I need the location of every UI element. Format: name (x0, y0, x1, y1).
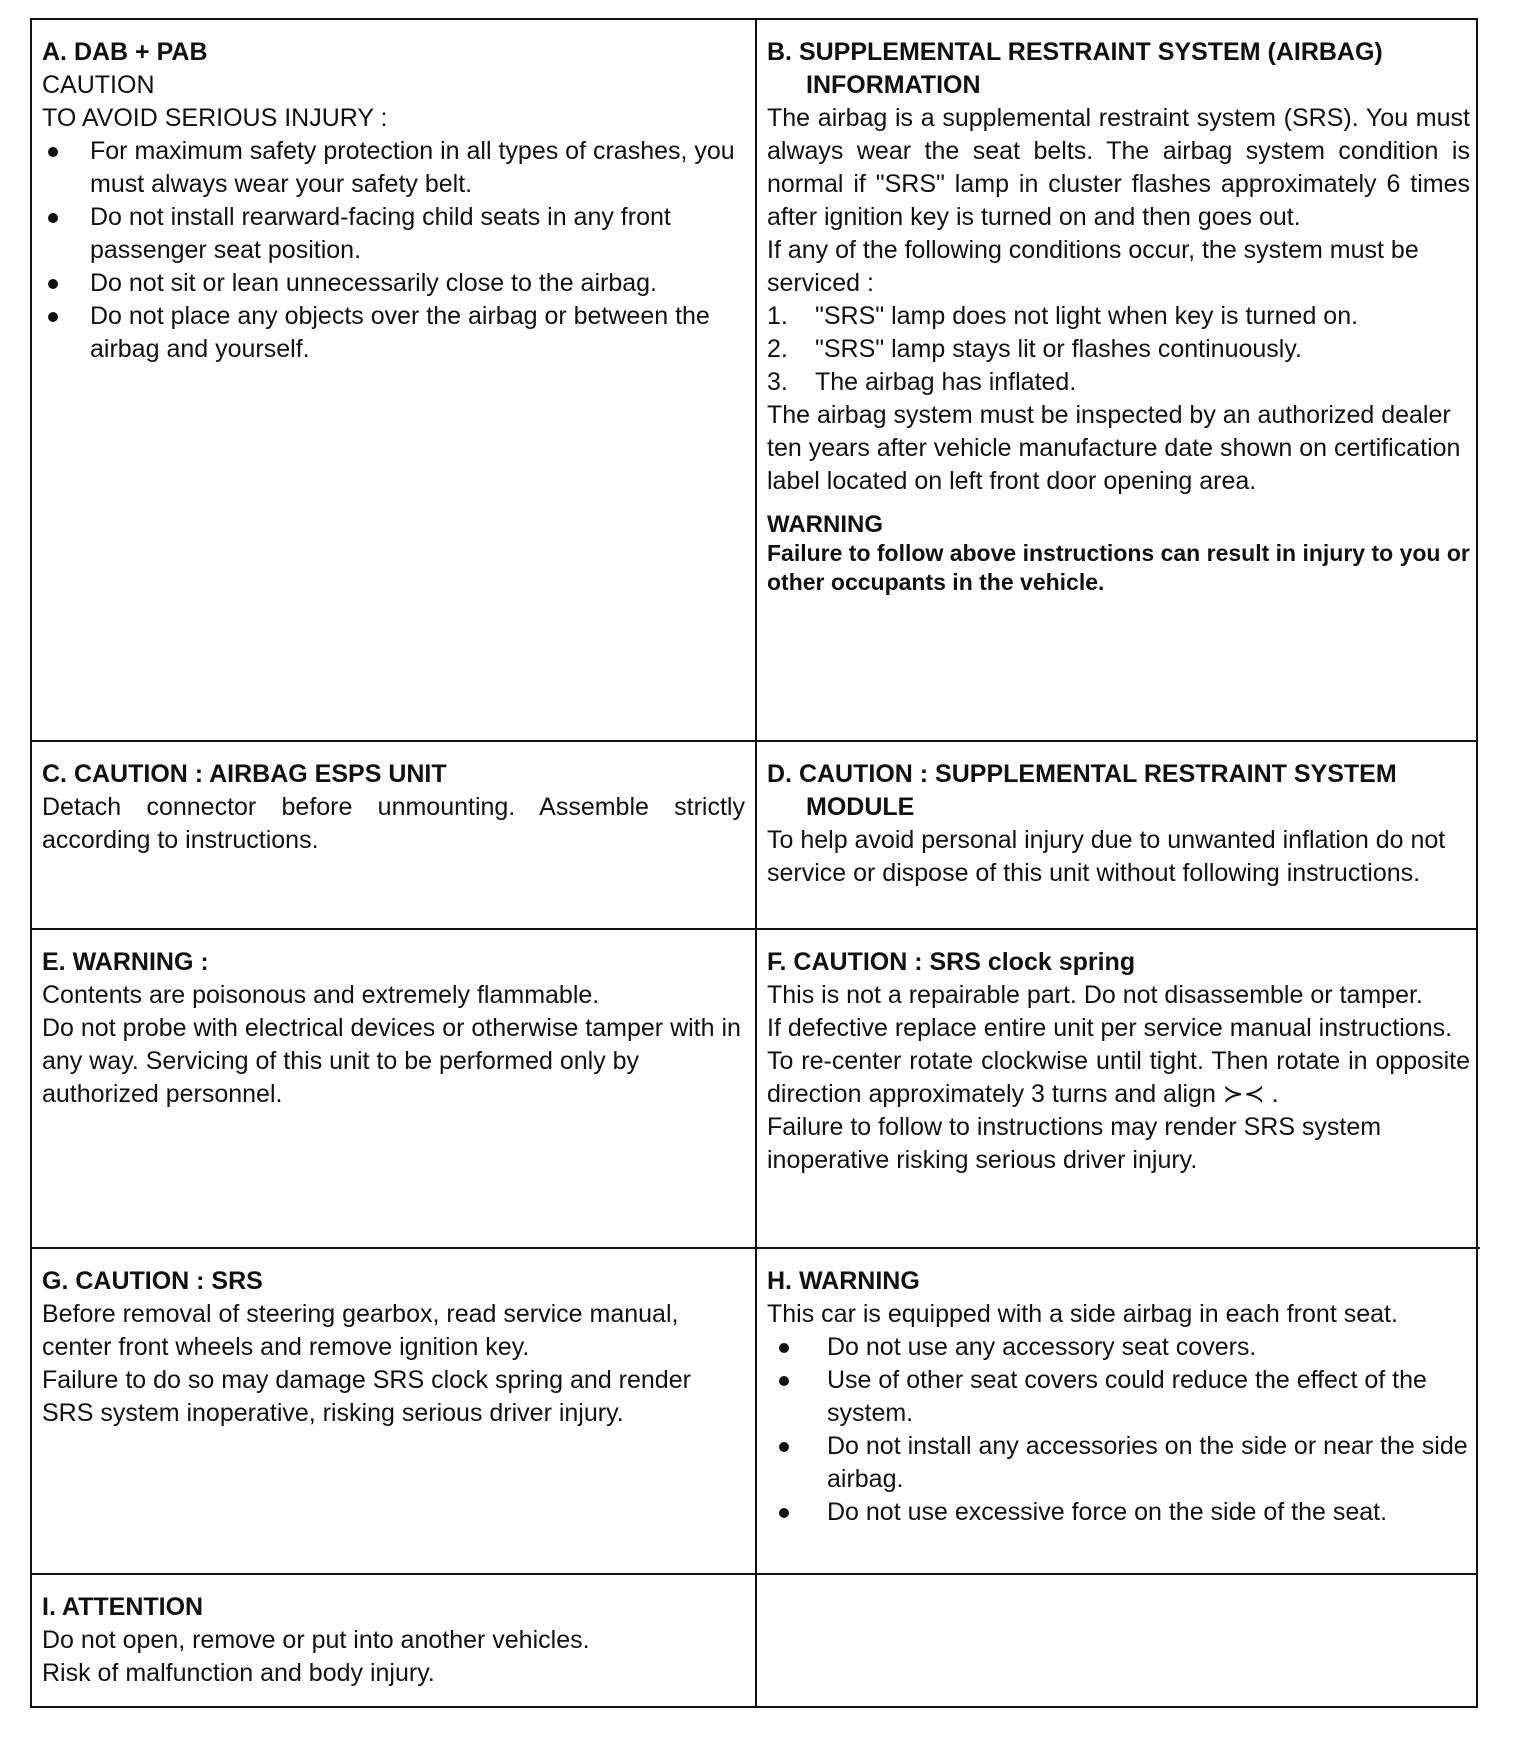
section-c-text: Detach connector before unmounting. Assemble strictly according to instructions. (42, 793, 745, 854)
section-g-paragraph: Failure to do so may damage SRS clock spring and render SRS system inoperative, risking serious driver injury. (42, 1366, 691, 1427)
section-b-paragraph: If any of the following conditions occur, the system must be serviced : (767, 236, 1419, 297)
list-item: For maximum safety protection in all types of crashes, you must always wear your safety belt. (42, 135, 745, 201)
bullet-icon (779, 1442, 789, 1452)
section-a-subheading: TO AVOID SERIOUS INJURY : (42, 104, 388, 132)
section-d-text: To help avoid personal injury due to unwanted inflation do not service or dispose of this unit without following instructions. (767, 826, 1446, 887)
section-d (757, 742, 1480, 928)
section-b-title: B. SUPPLEMENTAL RESTRAINT SYSTEM (AIRBAG) INFORMATION (767, 38, 1383, 99)
section-h-bullets (767, 1331, 1470, 1529)
warning-title: WARNING (767, 511, 883, 538)
section-b-conditions (767, 300, 1470, 399)
warning-text: Failure to follow above instructions can result in injury to you or other occupants in the vehicle. (767, 540, 1470, 595)
section-i-title: I. ATTENTION (42, 1593, 204, 1621)
section-f-paragraph: Failure to follow to instructions may render SRS system inoperative risking serious driver injury. (767, 1113, 1382, 1174)
section-g-paragraph: Before removal of steering gearbox, read service manual, center front wheels and remove ignition key. (42, 1300, 679, 1361)
section-a-bullets (42, 135, 745, 366)
bullet-icon (48, 312, 58, 322)
section-h (757, 1249, 1480, 1573)
bullet-icon (779, 1343, 789, 1353)
list-item: 2. "SRS" lamp stays lit or flashes continuously. (767, 335, 1302, 363)
section-e-paragraph: Contents are poisonous and extremely flammable. (42, 981, 600, 1009)
section-g (32, 1249, 755, 1573)
section-d-title: D. CAUTION : SUPPLEMENTAL RESTRAINT SYSTEM MODULE (767, 760, 1397, 821)
section-e-title: E. WARNING : (42, 948, 209, 976)
bullet-icon (779, 1508, 789, 1518)
section-f-title: F. CAUTION : SRS clock spring (767, 948, 1136, 976)
bullet-icon (48, 147, 58, 157)
section-a-title: A. DAB + PAB (42, 38, 208, 66)
section-h-title: H. WARNING (767, 1267, 920, 1295)
section-a (32, 20, 755, 740)
section-b-paragraph: The airbag is a supplemental restraint system (SRS). You must always wear the seat belts. The airbag system condition is normal if "SRS" lamp in cluster flashes approximately 6 times after ignition key is turned on and then goes out. (767, 104, 1470, 231)
list-item: Do not sit or lean unnecessarily close to the airbag. (42, 267, 745, 300)
section-i-line: Do not open, remove or put into another vehicles. (42, 1626, 590, 1654)
list-item: Use of other seat covers could reduce the effect of the system. (767, 1364, 1470, 1430)
section-c-title: C. CAUTION : AIRBAG ESPS UNIT (42, 760, 447, 788)
bullet-icon (779, 1376, 789, 1386)
section-e-paragraph: Do not probe with electrical devices or otherwise tamper with in any way. Servicing of this unit to be performed only by authorized personnel. (42, 1014, 741, 1108)
empty-cell (757, 1575, 1480, 1708)
section-b-warning (767, 510, 1470, 597)
list-item: Do not install any accessories on the side or near the side airbag. (767, 1430, 1470, 1496)
section-b (757, 20, 1480, 740)
section-c (32, 742, 755, 928)
section-g-title: G. CAUTION : SRS (42, 1267, 263, 1295)
section-f-paragraph: This is not a repairable part. Do not disassemble or tamper. (767, 981, 1423, 1009)
section-i (32, 1575, 755, 1708)
bullet-icon (48, 279, 58, 289)
section-f-paragraph: If defective replace entire unit per service manual instructions. (767, 1014, 1453, 1042)
list-item: 1. "SRS" lamp does not light when key is turned on. (767, 302, 1359, 330)
section-f (757, 930, 1480, 1247)
section-b-paragraph: The airbag system must be inspected by an authorized dealer ten years after vehicle manufacture date shown on certification label located on left front door opening area. (767, 401, 1461, 495)
section-f-paragraph: To re-center rotate clockwise until tight. Then rotate in opposite direction approximately 3 turns and align ≻≺ . (767, 1047, 1470, 1108)
section-i-line: Risk of malfunction and body injury. (42, 1659, 435, 1687)
list-item: Do not use any accessory seat covers. (767, 1331, 1470, 1364)
label-sheet (30, 18, 1478, 1708)
section-h-intro: This car is equipped with a side airbag in each front seat. (767, 1300, 1398, 1328)
list-item: 3. The airbag has inflated. (767, 368, 1077, 396)
section-e (32, 930, 755, 1247)
list-item: Do not use excessive force on the side of the seat. (767, 1496, 1470, 1529)
list-item: Do not install rearward-facing child seats in any front passenger seat position. (42, 201, 745, 267)
list-item: Do not place any objects over the airbag or between the airbag and yourself. (42, 300, 745, 366)
bullet-icon (48, 213, 58, 223)
section-a-caution: CAUTION (42, 71, 155, 99)
